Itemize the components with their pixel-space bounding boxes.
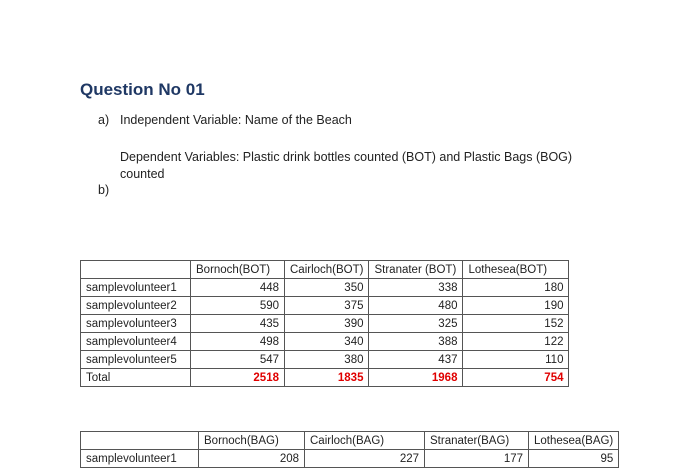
table-cell: 227 [305,450,425,468]
table-cell: 110 [463,351,569,369]
table-cell: 152 [463,315,569,333]
table-cell: 435 [191,315,285,333]
dependent-variable-text: Dependent Variables: Plastic drink bottles counted (BOT) and Plastic Bags (BOG) counted [120,150,573,181]
table-cell: samplevolunteer1 [81,279,191,297]
independent-variable-text: Independent Variable: Name of the Beach [120,113,352,127]
table-header-cell: Stranater(BAG) [425,432,529,450]
table-header-cell: Cairloch(BAG) [305,432,425,450]
table-cell: 480 [369,297,463,315]
table-cell: 122 [463,333,569,351]
table-cell: 95 [529,450,619,468]
table-row [81,351,569,369]
table-cell: 380 [285,351,369,369]
table-cell: 340 [285,333,369,351]
total-value: 1835 [285,369,369,387]
table-cell: samplevolunteer3 [81,315,191,333]
table-cell: samplevolunteer2 [81,297,191,315]
table-cell: 448 [191,279,285,297]
table-cell: 388 [369,333,463,351]
table-row [81,279,569,297]
table-cell: 498 [191,333,285,351]
table-header-cell: Lothesea(BAG) [529,432,619,450]
table-cell: 350 [285,279,369,297]
table-cell: 208 [199,450,305,468]
table-total-row [81,369,569,387]
section-heading: Question No 01 [80,80,205,99]
table-cell: samplevolunteer5 [81,351,191,369]
part-b-marker: b) [98,183,110,197]
table-cell: samplevolunteer1 [81,450,199,468]
table-cell: 590 [191,297,285,315]
table-row [81,315,569,333]
table-header-cell: Bornoch(BAG) [199,432,305,450]
table-cell: samplevolunteer4 [81,333,191,351]
table-header-row [81,261,569,279]
bags-table [80,431,619,468]
total-value: 754 [463,369,569,387]
table-header-cell: Cairloch(BOT) [285,261,369,279]
table-row [81,333,569,351]
table-cell: 338 [369,279,463,297]
table-cell: 177 [425,450,529,468]
bottles-table [80,260,569,387]
table-header-row [81,432,619,450]
total-label: Total [81,369,191,387]
table-header-cell: Bornoch(BOT) [191,261,285,279]
table-cell: 390 [285,315,369,333]
part-a-marker: a) [98,113,110,127]
table-cell: 547 [191,351,285,369]
table-header-cell [81,432,199,450]
table-header-cell: Lothesea(BOT) [463,261,569,279]
table-cell: 325 [369,315,463,333]
table-header-cell: Stranater (BOT) [369,261,463,279]
table-cell: 190 [463,297,569,315]
total-value: 1968 [369,369,463,387]
table-row [81,297,569,315]
table-header-cell [81,261,191,279]
table-cell: 180 [463,279,569,297]
total-value: 2518 [191,369,285,387]
part-a-item [98,113,352,127]
table-cell: 437 [369,351,463,369]
table-cell: 375 [285,297,369,315]
